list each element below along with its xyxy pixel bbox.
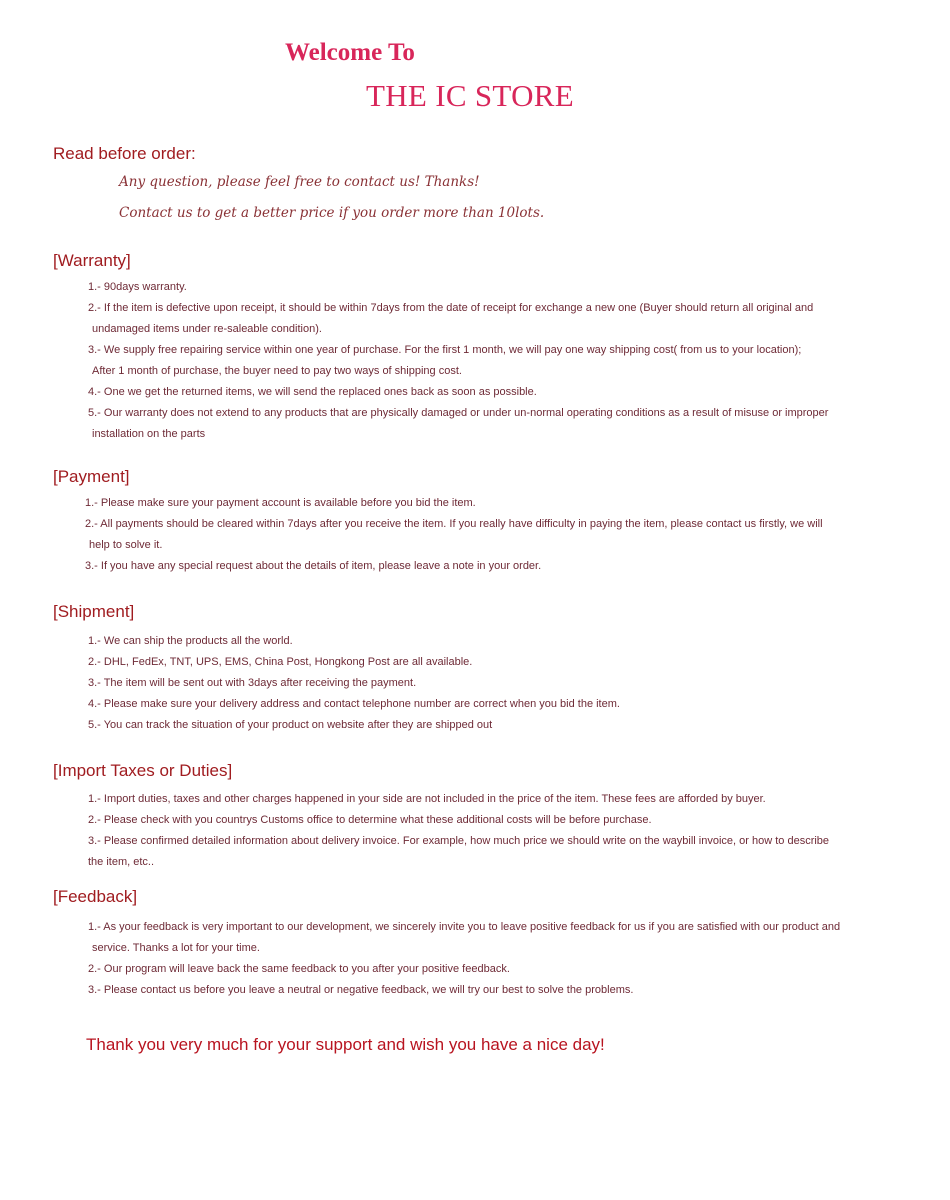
feedback-item: 3.- Please contact us before you leave a neutral or negative feedback, we will try our best to solve the problems. <box>88 984 634 996</box>
warranty-item: 1.- 90days warranty. <box>88 281 187 293</box>
warranty-item: 3.- We supply free repairing service within one year of purchase. For the first 1 month, we will pay one way shipping cost( from us to your location); <box>88 344 802 356</box>
feedback-item: 1.- As your feedback is very important to our development, we sincerely invite you to leave positive feedback for us if you are satisfied with our product and <box>88 921 841 933</box>
shipment-item: 3.- The item will be sent out with 3days after receiving the payment. <box>88 677 417 689</box>
store-name: THE IC STORE <box>366 78 574 113</box>
payment-item: 2.- All payments should be cleared within 7days after you receive the item. If you really have difficulty in paying the item, please contact us firstly, we will <box>85 518 823 530</box>
warranty-item: After 1 month of purchase, the buyer need to pay two ways of shipping cost. <box>92 365 462 377</box>
warranty-item: 4.- One we get the returned items, we will send the replaced ones back as soon as possible. <box>88 386 537 398</box>
taxes-item: 1.- Import duties, taxes and other charges happened in your side are not included in the price of the item. These fees are afforded by buyer. <box>88 793 766 805</box>
warranty-item: undamaged items under re-saleable condition). <box>92 323 322 335</box>
payment-item: 3.- If you have any special request about the details of item, please leave a note in your order. <box>85 560 542 572</box>
closing-message: Thank you very much for your support and wish you have a nice day! <box>86 1035 605 1054</box>
payment-item: 1.- Please make sure your payment account is available before you bid the item. <box>85 497 476 509</box>
read-before-order-title: Read before order: <box>53 144 196 163</box>
payment-heading: [Payment] <box>53 467 130 486</box>
shipment-item: 4.- Please make sure your delivery address and contact telephone number are correct when you bid the item. <box>88 698 620 710</box>
taxes-item: 2.- Please check with you countrys Customs office to determine what these additional costs will be before purchase. <box>88 814 652 826</box>
payment-item: help to solve it. <box>89 539 163 551</box>
taxes-item: 3.- Please confirmed detailed information about delivery invoice. For example, how much price we should write on the waybill invoice, or how to describe <box>88 835 830 847</box>
warranty-item: 5.- Our warranty does not extend to any products that are physically damaged or under un-normal operating conditions as a result of misuse or improper <box>88 407 829 419</box>
warranty-item: 2.- If the item is defective upon receipt, it should be within 7days from the date of receipt for exchange a new one (Buyer should return all original and <box>88 302 814 314</box>
intro-line: Any question, please feel free to contact us! Thanks! <box>119 174 480 190</box>
warranty-item: installation on the parts <box>92 428 206 440</box>
shipment-item: 2.- DHL, FedEx, TNT, UPS, EMS, China Post, Hongkong Post are all available. <box>88 656 473 668</box>
feedback-item: service. Thanks a lot for your time. <box>92 942 260 954</box>
intro-line: Contact us to get a better price if you order more than 10lots. <box>119 205 545 221</box>
shipment-item: 1.- We can ship the products all the world. <box>88 635 293 647</box>
shipment-item: 5.- You can track the situation of your product on website after they are shipped out <box>88 719 493 731</box>
feedback-item: 2.- Our program will leave back the same feedback to you after your positive feedback. <box>88 963 510 975</box>
welcome-title: Welcome To <box>285 39 415 66</box>
taxes-heading: [Import Taxes or Duties] <box>53 761 233 780</box>
warranty-heading: [Warranty] <box>53 251 131 270</box>
taxes-item: the item, etc.. <box>88 856 155 868</box>
shipment-heading: [Shipment] <box>53 602 135 621</box>
feedback-heading: [Feedback] <box>53 887 138 906</box>
